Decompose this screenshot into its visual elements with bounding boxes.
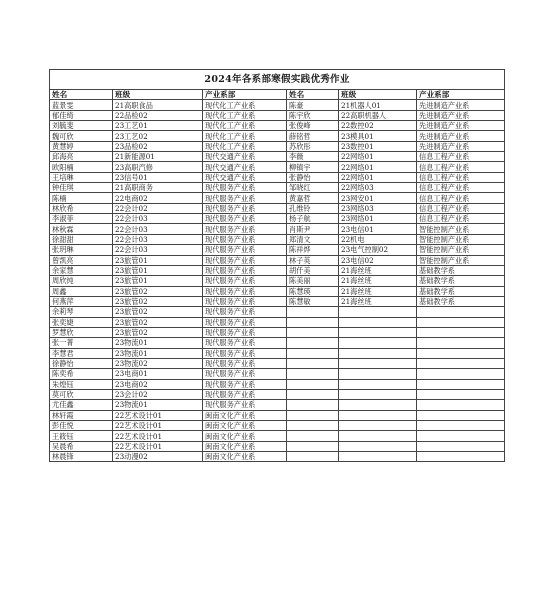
right-class-cell: 23电气控制02: [339, 245, 417, 255]
table-row: [50, 441, 505, 451]
table-row: [50, 358, 505, 368]
table-row: [50, 110, 505, 120]
right-dept-cell: 智能控制产业系: [417, 255, 505, 265]
left-class-cell: 22电商02: [113, 193, 203, 203]
left-name-cell: 欧阳楠: [50, 162, 113, 172]
table-row: [50, 286, 505, 296]
left-dept-cell: 闽南文化产业系: [203, 431, 287, 441]
left-name-cell: 钟佳琪: [50, 183, 113, 193]
title-row: [50, 70, 505, 90]
left-name-cell: 陈奕希: [50, 369, 113, 379]
left-name-cell: 彭佳悦: [50, 421, 113, 431]
table-row: [50, 152, 505, 162]
right-dept-cell: [417, 327, 505, 337]
right-name-cell: 孔维铃: [287, 203, 339, 213]
right-dept-cell: 先进制造产业系: [417, 141, 505, 151]
table-row: [50, 369, 505, 379]
right-dept-cell: 基础教学系: [417, 296, 505, 306]
right-name-cell: 陈豪: [287, 100, 339, 110]
right-name-cell: 陈祥烨: [287, 245, 339, 255]
right-name-cell: 肖斯尹: [287, 224, 339, 234]
right-dept-cell: 信息工程产业系: [417, 193, 505, 203]
left-dept-cell: 现代服务产业系: [203, 214, 287, 224]
right-name-cell: [287, 307, 339, 317]
left-name-cell: 邱海亮: [50, 152, 113, 162]
left-class-cell: 23旅管02: [113, 286, 203, 296]
left-name-cell: 魏可欣: [50, 131, 113, 141]
left-class-cell: 23旅管01: [113, 265, 203, 275]
header-name-left: 姓名: [50, 90, 113, 100]
right-class-cell: 22网络01: [339, 172, 417, 182]
header-row: [50, 90, 505, 100]
right-name-cell: 林子英: [287, 255, 339, 265]
right-name-cell: 柳镇宇: [287, 162, 339, 172]
table-row: [50, 203, 505, 213]
right-class-cell: 23网络03: [339, 203, 417, 213]
table-row: [50, 214, 505, 224]
right-name-cell: 张静怡: [287, 172, 339, 182]
right-class-cell: 22网络01: [339, 162, 417, 172]
table-row: [50, 193, 505, 203]
right-name-cell: [287, 431, 339, 441]
left-name-cell: 罗慧欣: [50, 327, 113, 337]
left-class-cell: 23旅管02: [113, 327, 203, 337]
right-class-cell: 23数控01: [339, 141, 417, 151]
left-class-cell: 22艺术设计01: [113, 441, 203, 451]
right-name-cell: 陈慧瑛: [287, 286, 339, 296]
right-dept-cell: 基础教学系: [417, 265, 505, 275]
left-dept-cell: 现代服务产业系: [203, 265, 287, 275]
right-name-cell: [287, 327, 339, 337]
left-class-cell: 22会计03: [113, 214, 203, 224]
left-dept-cell: 现代化工产业系: [203, 121, 287, 131]
left-class-cell: 23会计02: [113, 389, 203, 399]
left-class-cell: 22艺术设计01: [113, 410, 203, 420]
right-class-cell: [339, 317, 417, 327]
left-dept-cell: 现代服务产业系: [203, 276, 287, 286]
left-class-cell: 23旅管02: [113, 317, 203, 327]
left-dept-cell: 现代服务产业系: [203, 255, 287, 265]
right-dept-cell: 智能控制产业系: [417, 234, 505, 244]
left-dept-cell: 闽南文化产业系: [203, 452, 287, 462]
left-class-cell: 23旅管02: [113, 296, 203, 306]
right-class-cell: 22机电: [339, 234, 417, 244]
right-dept-cell: 信息工程产业系: [417, 172, 505, 182]
table-title: 2024年各系部寒假实践优秀作业: [50, 70, 505, 90]
left-class-cell: 22艺术设计01: [113, 421, 203, 431]
right-name-cell: 邹晓红: [287, 183, 339, 193]
right-class-cell: [339, 452, 417, 462]
right-class-cell: 21机器人01: [339, 100, 417, 110]
right-dept-cell: [417, 421, 505, 431]
right-dept-cell: 先进制造产业系: [417, 121, 505, 131]
left-class-cell: 22会计03: [113, 224, 203, 234]
table-row: [50, 327, 505, 337]
right-dept-cell: [417, 452, 505, 462]
left-name-cell: 陈楠: [50, 193, 113, 203]
left-class-cell: 23旅管02: [113, 307, 203, 317]
right-class-cell: [339, 358, 417, 368]
right-class-cell: 21海丝班: [339, 286, 417, 296]
table-row: [50, 276, 505, 286]
left-dept-cell: 现代服务产业系: [203, 193, 287, 203]
left-name-cell: 林秋霖: [50, 224, 113, 234]
left-name-cell: 徐甜甜: [50, 234, 113, 244]
table-row: [50, 348, 505, 358]
right-class-cell: [339, 441, 417, 451]
right-class-cell: [339, 400, 417, 410]
left-name-cell: 何燕萍: [50, 296, 113, 306]
right-class-cell: 23网安01: [339, 193, 417, 203]
excellent-works-table: [49, 69, 505, 462]
right-name-cell: [287, 338, 339, 348]
table-row: [50, 452, 505, 462]
right-name-cell: [287, 410, 339, 420]
left-name-cell: 郁佳绮: [50, 110, 113, 120]
table-row: [50, 410, 505, 420]
left-dept-cell: 现代服务产业系: [203, 400, 287, 410]
left-name-cell: 王培琳: [50, 172, 113, 182]
right-dept-cell: 智能控制产业系: [417, 224, 505, 234]
table-row: [50, 421, 505, 431]
left-dept-cell: 现代服务产业系: [203, 369, 287, 379]
left-name-cell: 曾凯亮: [50, 255, 113, 265]
left-name-cell: 刘毓斐: [50, 121, 113, 131]
right-name-cell: 杨子航: [287, 214, 339, 224]
left-name-cell: 李淑菲: [50, 214, 113, 224]
table-row: [50, 224, 505, 234]
left-class-cell: 23电商02: [113, 379, 203, 389]
left-dept-cell: 现代服务产业系: [203, 245, 287, 255]
left-name-cell: 黄慧婷: [50, 141, 113, 151]
right-dept-cell: [417, 358, 505, 368]
left-class-cell: 23物流01: [113, 348, 203, 358]
left-name-cell: 张奕婕: [50, 317, 113, 327]
header-dept-left: 产业系部: [203, 90, 287, 100]
right-name-cell: 黄嘉哲: [287, 193, 339, 203]
right-class-cell: [339, 431, 417, 441]
left-dept-cell: 现代服务产业系: [203, 183, 287, 193]
right-name-cell: [287, 452, 339, 462]
right-dept-cell: [417, 431, 505, 441]
table-row: [50, 296, 505, 306]
right-name-cell: 薛铭哲: [287, 131, 339, 141]
left-class-cell: 21高职食品: [113, 100, 203, 110]
right-name-cell: 陈美丽: [287, 276, 339, 286]
right-dept-cell: [417, 369, 505, 379]
right-dept-cell: 信息工程产业系: [417, 162, 505, 172]
left-dept-cell: 现代服务产业系: [203, 338, 287, 348]
right-class-cell: 23网络01: [339, 214, 417, 224]
table-row: [50, 183, 505, 193]
right-class-cell: [339, 379, 417, 389]
left-name-cell: 林晨锋: [50, 452, 113, 462]
left-dept-cell: 现代服务产业系: [203, 234, 287, 244]
left-name-cell: 林轩霞: [50, 410, 113, 420]
left-class-cell: 23品检02: [113, 141, 203, 151]
left-name-cell: 林欣希: [50, 203, 113, 213]
right-class-cell: [339, 369, 417, 379]
left-name-cell: 李慧君: [50, 348, 113, 358]
left-dept-cell: 现代服务产业系: [203, 296, 287, 306]
right-class-cell: 21海丝班: [339, 276, 417, 286]
right-name-cell: [287, 358, 339, 368]
left-class-cell: 23动漫02: [113, 452, 203, 462]
left-class-cell: 23电商01: [113, 369, 203, 379]
table-row: [50, 172, 505, 182]
header-name-right: 姓名: [287, 90, 339, 100]
right-name-cell: [287, 389, 339, 399]
left-dept-cell: 现代交通产业系: [203, 172, 287, 182]
right-class-cell: 23模具01: [339, 131, 417, 141]
left-class-cell: 22会计03: [113, 245, 203, 255]
right-dept-cell: 智能控制产业系: [417, 245, 505, 255]
right-name-cell: [287, 348, 339, 358]
right-class-cell: [339, 348, 417, 358]
left-class-cell: 23物流02: [113, 358, 203, 368]
left-class-cell: 22会计03: [113, 234, 203, 244]
left-name-cell: 吴晨希: [50, 441, 113, 451]
right-dept-cell: [417, 410, 505, 420]
right-class-cell: 23电信02: [339, 255, 417, 265]
right-class-cell: 22网络01: [339, 152, 417, 162]
right-dept-cell: 基础教学系: [417, 286, 505, 296]
right-class-cell: 21海丝班: [339, 265, 417, 275]
left-name-cell: 张一菁: [50, 338, 113, 348]
left-class-cell: 23旅管01: [113, 276, 203, 286]
right-dept-cell: [417, 441, 505, 451]
table-row: [50, 431, 505, 441]
table-row: [50, 389, 505, 399]
left-name-cell: 张玥琳: [50, 245, 113, 255]
left-name-cell: 周鑫: [50, 286, 113, 296]
right-name-cell: [287, 379, 339, 389]
left-class-cell: 21新能源01: [113, 152, 203, 162]
left-class-cell: 23物流01: [113, 338, 203, 348]
right-dept-cell: [417, 400, 505, 410]
left-dept-cell: 闽南文化产业系: [203, 410, 287, 420]
right-name-cell: [287, 369, 339, 379]
table-row: [50, 379, 505, 389]
right-name-cell: 张俊峰: [287, 121, 339, 131]
right-name-cell: 陈慧敏: [287, 296, 339, 306]
left-dept-cell: 现代化工产业系: [203, 131, 287, 141]
right-dept-cell: [417, 307, 505, 317]
left-class-cell: 23工艺02: [113, 131, 203, 141]
left-class-cell: 23物流01: [113, 400, 203, 410]
right-name-cell: 陈宇欣: [287, 110, 339, 120]
right-class-cell: 23电信01: [339, 224, 417, 234]
left-dept-cell: 现代化工产业系: [203, 141, 287, 151]
header-dept-right: 产业系部: [417, 90, 505, 100]
left-class-cell: 23高职汽修: [113, 162, 203, 172]
left-name-cell: 朱煌钰: [50, 379, 113, 389]
table-row: [50, 400, 505, 410]
left-name-cell: 余莉琴: [50, 307, 113, 317]
right-dept-cell: [417, 389, 505, 399]
right-dept-cell: 先进制造产业系: [417, 110, 505, 120]
right-dept-cell: 先进制造产业系: [417, 100, 505, 110]
left-dept-cell: 现代服务产业系: [203, 286, 287, 296]
right-name-cell: [287, 317, 339, 327]
right-class-cell: 22数控02: [339, 121, 417, 131]
right-dept-cell: 信息工程产业系: [417, 214, 505, 224]
table-row: [50, 255, 505, 265]
left-dept-cell: 现代服务产业系: [203, 317, 287, 327]
table-row: [50, 100, 505, 110]
header-class-left: 班级: [113, 90, 203, 100]
table-row: [50, 338, 505, 348]
right-name-cell: [287, 421, 339, 431]
table-row: [50, 317, 505, 327]
table-row: [50, 234, 505, 244]
left-dept-cell: 闽南文化产业系: [203, 441, 287, 451]
left-name-cell: 周欣纯: [50, 276, 113, 286]
table-row: [50, 307, 505, 317]
right-dept-cell: [417, 317, 505, 327]
right-dept-cell: 基础教学系: [417, 276, 505, 286]
right-dept-cell: [417, 348, 505, 358]
left-name-cell: 莫可欣: [50, 389, 113, 399]
right-class-cell: [339, 421, 417, 431]
table-row: [50, 121, 505, 131]
left-dept-cell: 现代服务产业系: [203, 203, 287, 213]
left-name-cell: 尤佳鑫: [50, 400, 113, 410]
left-dept-cell: 现代交通产业系: [203, 152, 287, 162]
left-class-cell: 22会计02: [113, 203, 203, 213]
table-row: [50, 245, 505, 255]
left-dept-cell: 现代服务产业系: [203, 307, 287, 317]
left-dept-cell: 现代服务产业系: [203, 224, 287, 234]
left-dept-cell: 现代交通产业系: [203, 162, 287, 172]
table-row: [50, 162, 505, 172]
left-dept-cell: 现代服务产业系: [203, 327, 287, 337]
right-class-cell: [339, 338, 417, 348]
right-class-cell: [339, 410, 417, 420]
left-dept-cell: 现代服务产业系: [203, 348, 287, 358]
right-name-cell: [287, 400, 339, 410]
right-class-cell: 22高职机器人: [339, 110, 417, 120]
left-dept-cell: 现代化工产业系: [203, 110, 287, 120]
left-class-cell: 22艺术设计01: [113, 431, 203, 441]
left-name-cell: 王筱钰: [50, 431, 113, 441]
left-dept-cell: 现代服务产业系: [203, 389, 287, 399]
right-class-cell: 22网络03: [339, 183, 417, 193]
table-row: [50, 141, 505, 151]
left-class-cell: 21高职商务: [113, 183, 203, 193]
right-name-cell: 苏欣彤: [287, 141, 339, 151]
right-class-cell: [339, 389, 417, 399]
left-name-cell: 余家慧: [50, 265, 113, 275]
left-dept-cell: 现代服务产业系: [203, 379, 287, 389]
right-class-cell: [339, 307, 417, 317]
right-dept-cell: 信息工程产业系: [417, 203, 505, 213]
right-dept-cell: 信息工程产业系: [417, 152, 505, 162]
left-class-cell: 23旅管01: [113, 255, 203, 265]
left-class-cell: 23工艺01: [113, 121, 203, 131]
left-class-cell: 23信号01: [113, 172, 203, 182]
right-name-cell: 李薇: [287, 152, 339, 162]
right-dept-cell: [417, 338, 505, 348]
left-dept-cell: 闽南文化产业系: [203, 421, 287, 431]
left-class-cell: 22品检02: [113, 110, 203, 120]
table-row: [50, 131, 505, 141]
left-dept-cell: 现代化工产业系: [203, 100, 287, 110]
left-name-cell: 徐静怡: [50, 358, 113, 368]
right-class-cell: [339, 327, 417, 337]
table-row: [50, 265, 505, 275]
right-class-cell: 21海丝班: [339, 296, 417, 306]
right-dept-cell: 先进制造产业系: [417, 131, 505, 141]
header-class-right: 班级: [339, 90, 417, 100]
left-dept-cell: 现代服务产业系: [203, 358, 287, 368]
right-dept-cell: [417, 379, 505, 389]
left-name-cell: 蓝景雯: [50, 100, 113, 110]
right-name-cell: 胡仟美: [287, 265, 339, 275]
right-dept-cell: 信息工程产业系: [417, 183, 505, 193]
right-name-cell: [287, 441, 339, 451]
right-name-cell: 郑清文: [287, 234, 339, 244]
